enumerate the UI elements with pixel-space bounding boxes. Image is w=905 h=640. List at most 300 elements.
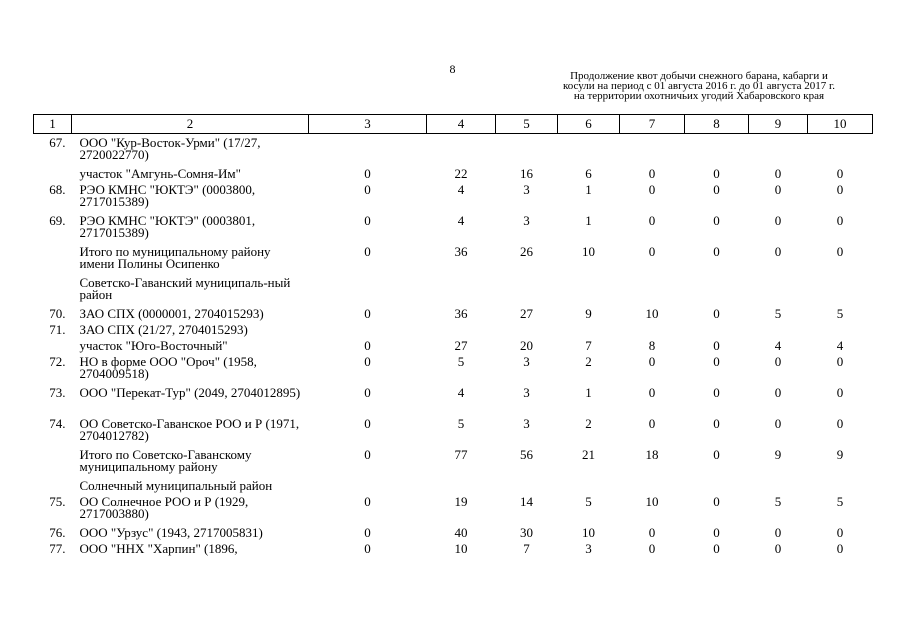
column-header-8: 8 xyxy=(685,115,749,134)
cell-value: 7 xyxy=(523,541,530,556)
cell-col-10 xyxy=(808,446,873,477)
cell-col-3 xyxy=(309,477,427,493)
row-name-text: ООО "Урзус" (1943, 2717005831) xyxy=(79,525,263,540)
cell-col-4 xyxy=(427,181,496,212)
row-number xyxy=(34,540,72,556)
cell-col-4 xyxy=(427,524,496,540)
cell-value: 5 xyxy=(836,306,844,321)
row-name-text: участок "Амгунь-Сомня-Им" xyxy=(79,166,241,181)
table-row xyxy=(34,524,873,540)
cell-value xyxy=(685,134,749,137)
cell-value: 5 xyxy=(457,416,465,431)
row-number xyxy=(34,305,72,321)
column-header-3: 3 xyxy=(309,115,427,134)
header-row xyxy=(34,115,873,134)
cell-col-4 xyxy=(427,353,496,384)
row-name xyxy=(72,353,309,384)
cell-value: 0 xyxy=(364,182,371,197)
row-number xyxy=(34,524,72,540)
cell-col-5 xyxy=(496,446,558,477)
cell-value: 22 xyxy=(454,166,468,181)
cell-value: 0 xyxy=(648,182,656,197)
cell-col-7 xyxy=(620,212,685,243)
cell-value: 0 xyxy=(364,416,371,431)
cell-col-5 xyxy=(496,165,558,181)
cell-col-5 xyxy=(496,243,558,274)
table-row xyxy=(34,243,873,274)
cell-value: 0 xyxy=(713,166,720,181)
row-name-text: Советско-Гаванский муниципаль-ный район xyxy=(79,275,291,302)
row-name-text: ООО "Перекат-Тур" (2049, 2704012895) xyxy=(79,385,301,400)
cell-col-8 xyxy=(685,446,749,477)
row-name xyxy=(72,181,309,212)
cell-value xyxy=(808,321,873,324)
cell-col-10 xyxy=(808,181,873,212)
cell-col-4 xyxy=(427,493,496,524)
cell-col-5 xyxy=(496,274,558,305)
cell-col-3 xyxy=(309,353,427,384)
cell-value: 9 xyxy=(836,447,844,462)
cell-col-6 xyxy=(558,212,620,243)
row-name xyxy=(72,274,309,305)
row-name xyxy=(72,165,309,181)
row-name-text: участок "Юго-Восточный" xyxy=(79,338,228,353)
cell-col-3 xyxy=(309,337,427,353)
page-number: 8 xyxy=(449,62,456,76)
cell-col-8 xyxy=(685,181,749,212)
row-number xyxy=(34,477,72,493)
row-number-text: 69. xyxy=(49,213,66,228)
cell-col-5 xyxy=(496,134,558,166)
row-number xyxy=(34,181,72,212)
table-header xyxy=(34,115,873,134)
cell-col-5 xyxy=(496,353,558,384)
cell-value: 10 xyxy=(454,541,468,556)
row-number-text: 73. xyxy=(49,385,66,400)
cell-col-9 xyxy=(749,134,808,166)
cell-value: 0 xyxy=(364,447,371,462)
cell-value: 0 xyxy=(648,541,656,556)
cell-value: 4 xyxy=(457,213,465,228)
cell-col-4 xyxy=(427,384,496,415)
row-number-text xyxy=(34,446,66,449)
cell-value: 0 xyxy=(836,385,844,400)
cell-value xyxy=(620,477,685,480)
row-number xyxy=(34,384,72,415)
cell-col-4 xyxy=(427,415,496,446)
cell-value: 7 xyxy=(585,338,592,353)
cell-col-8 xyxy=(685,337,749,353)
cell-value: 0 xyxy=(836,525,844,540)
cell-value: 56 xyxy=(520,447,533,462)
cell-value: 3 xyxy=(523,416,530,431)
cell-col-8 xyxy=(685,305,749,321)
cell-value: 4 xyxy=(457,182,465,197)
cell-value: 0 xyxy=(364,494,371,509)
cell-col-8 xyxy=(685,477,749,493)
row-name xyxy=(72,446,309,477)
cell-value: 0 xyxy=(774,354,782,369)
cell-col-8 xyxy=(685,274,749,305)
cell-col-6 xyxy=(558,353,620,384)
row-number xyxy=(34,493,72,524)
cell-col-10 xyxy=(808,165,873,181)
cell-value: 0 xyxy=(364,354,371,369)
cell-value: 0 xyxy=(836,354,844,369)
row-name xyxy=(72,212,309,243)
cell-value xyxy=(427,134,496,137)
cell-col-7 xyxy=(620,384,685,415)
row-number-text: 70. xyxy=(49,306,66,321)
table-row xyxy=(34,477,873,493)
cell-value: 9 xyxy=(585,306,592,321)
row-name xyxy=(72,134,309,166)
cell-value: 0 xyxy=(713,338,720,353)
cell-value xyxy=(685,321,749,324)
cell-col-4 xyxy=(427,274,496,305)
cell-value: 0 xyxy=(364,385,371,400)
cell-col-6 xyxy=(558,446,620,477)
cell-col-8 xyxy=(685,321,749,337)
cell-col-3 xyxy=(309,181,427,212)
column-header-10: 10 xyxy=(808,115,873,134)
table-row xyxy=(34,212,873,243)
cell-value xyxy=(558,477,620,480)
cell-col-3 xyxy=(309,274,427,305)
cell-value: 0 xyxy=(364,213,371,228)
table-row xyxy=(34,165,873,181)
cell-value xyxy=(309,134,427,137)
cell-value: 36 xyxy=(454,244,468,259)
cell-value: 0 xyxy=(648,525,656,540)
cell-value: 0 xyxy=(774,541,782,556)
cell-value: 5 xyxy=(585,494,592,509)
cell-col-7 xyxy=(620,477,685,493)
row-number-text: 74. xyxy=(49,416,66,431)
cell-value xyxy=(808,134,873,137)
cell-col-4 xyxy=(427,305,496,321)
cell-value: 14 xyxy=(520,494,533,509)
table-row xyxy=(34,446,873,477)
row-name-text: Итого по Советско-Гаванскому муниципальному району xyxy=(79,447,252,474)
cell-value: 5 xyxy=(774,494,782,509)
cell-col-8 xyxy=(685,415,749,446)
row-number xyxy=(34,415,72,446)
cell-value xyxy=(427,321,496,324)
cell-col-5 xyxy=(496,493,558,524)
cell-value: 0 xyxy=(774,385,782,400)
cell-col-3 xyxy=(309,446,427,477)
cell-value xyxy=(427,274,496,277)
cell-value: 5 xyxy=(774,306,782,321)
cell-value: 20 xyxy=(520,338,533,353)
table-row xyxy=(34,305,873,321)
table-row xyxy=(34,353,873,384)
cell-col-6 xyxy=(558,493,620,524)
cell-col-10 xyxy=(808,243,873,274)
row-number xyxy=(34,321,72,337)
cell-col-8 xyxy=(685,540,749,556)
cell-col-7 xyxy=(620,321,685,337)
cell-value xyxy=(749,274,808,277)
cell-col-9 xyxy=(749,212,808,243)
cell-value: 0 xyxy=(648,416,656,431)
cell-value: 0 xyxy=(836,213,844,228)
cell-value: 0 xyxy=(774,416,782,431)
cell-col-7 xyxy=(620,415,685,446)
cell-value xyxy=(309,477,427,480)
cell-col-3 xyxy=(309,384,427,415)
cell-col-4 xyxy=(427,540,496,556)
row-number-text: 72. xyxy=(49,354,66,369)
cell-value: 0 xyxy=(836,182,844,197)
table-row xyxy=(34,415,873,446)
cell-value: 0 xyxy=(713,182,720,197)
caption-line-3: на территории охотничьих угодий Хабаровского края xyxy=(573,90,825,102)
cell-value: 0 xyxy=(648,354,656,369)
cell-col-4 xyxy=(427,337,496,353)
cell-col-9 xyxy=(749,321,808,337)
cell-value: 3 xyxy=(523,354,530,369)
cell-value: 4 xyxy=(836,338,844,353)
cell-value: 4 xyxy=(457,385,465,400)
row-number-text xyxy=(34,477,66,480)
cell-col-5 xyxy=(496,384,558,415)
cell-value: 10 xyxy=(582,244,595,259)
column-header-7: 7 xyxy=(620,115,685,134)
cell-col-5 xyxy=(496,524,558,540)
cell-value: 16 xyxy=(520,166,533,181)
cell-col-6 xyxy=(558,165,620,181)
cell-col-5 xyxy=(496,321,558,337)
cell-value: 4 xyxy=(774,338,782,353)
cell-col-6 xyxy=(558,337,620,353)
cell-col-5 xyxy=(496,415,558,446)
cell-col-10 xyxy=(808,212,873,243)
cell-col-5 xyxy=(496,540,558,556)
cell-col-7 xyxy=(620,274,685,305)
cell-col-3 xyxy=(309,415,427,446)
cell-col-6 xyxy=(558,477,620,493)
quota-table xyxy=(33,114,873,556)
cell-value: 0 xyxy=(364,244,371,259)
table-row xyxy=(34,540,873,556)
row-name xyxy=(72,524,309,540)
cell-col-6 xyxy=(558,274,620,305)
row-name xyxy=(72,477,309,493)
table-body xyxy=(34,134,873,557)
cell-value: 0 xyxy=(648,385,656,400)
cell-value xyxy=(685,477,749,480)
cell-value: 0 xyxy=(648,213,656,228)
cell-col-7 xyxy=(620,446,685,477)
cell-col-10 xyxy=(808,274,873,305)
cell-col-9 xyxy=(749,524,808,540)
cell-value xyxy=(620,321,685,324)
cell-col-7 xyxy=(620,493,685,524)
cell-value: 27 xyxy=(520,306,533,321)
row-name xyxy=(72,493,309,524)
cell-col-8 xyxy=(685,134,749,166)
cell-value xyxy=(496,477,558,480)
cell-col-3 xyxy=(309,212,427,243)
cell-value: 0 xyxy=(364,541,371,556)
cell-value: 6 xyxy=(585,166,592,181)
cell-col-6 xyxy=(558,540,620,556)
cell-value: 0 xyxy=(713,494,720,509)
caption-line-1: Продолжение квот добычи снежного барана, кабарги и xyxy=(570,70,828,82)
cell-col-8 xyxy=(685,243,749,274)
row-number xyxy=(34,446,72,477)
cell-value xyxy=(496,274,558,277)
cell-col-5 xyxy=(496,212,558,243)
cell-value: 1 xyxy=(585,182,592,197)
cell-value: 0 xyxy=(648,244,656,259)
cell-col-6 xyxy=(558,243,620,274)
cell-value: 0 xyxy=(774,525,782,540)
cell-col-3 xyxy=(309,540,427,556)
cell-value: 0 xyxy=(364,525,371,540)
cell-value: 5 xyxy=(457,354,465,369)
cell-value: 26 xyxy=(520,244,533,259)
cell-value xyxy=(749,477,808,480)
cell-col-10 xyxy=(808,305,873,321)
row-name xyxy=(72,384,309,415)
cell-value: 27 xyxy=(454,338,468,353)
row-name-text: РЭО КМНС "ЮКТЭ" (0003800, 2717015389) xyxy=(79,182,256,209)
cell-value: 0 xyxy=(774,213,782,228)
cell-col-6 xyxy=(558,181,620,212)
cell-value: 3 xyxy=(523,385,530,400)
cell-col-5 xyxy=(496,337,558,353)
row-number-text xyxy=(34,165,66,168)
cell-value: 5 xyxy=(836,494,844,509)
row-number-text xyxy=(34,337,66,340)
row-number xyxy=(34,243,72,274)
cell-col-3 xyxy=(309,321,427,337)
row-number-text: 67. xyxy=(49,135,66,150)
cell-col-9 xyxy=(749,384,808,415)
cell-col-10 xyxy=(808,384,873,415)
table-row xyxy=(34,384,873,415)
cell-col-6 xyxy=(558,415,620,446)
cell-value: 0 xyxy=(713,525,720,540)
row-number-text: 75. xyxy=(49,494,66,509)
cell-col-4 xyxy=(427,446,496,477)
cell-col-7 xyxy=(620,181,685,212)
cell-col-3 xyxy=(309,134,427,166)
cell-value: 0 xyxy=(836,166,844,181)
cell-value: 3 xyxy=(523,213,530,228)
cell-col-4 xyxy=(427,165,496,181)
cell-value: 3 xyxy=(585,541,592,556)
row-number-text: 68. xyxy=(49,182,66,197)
cell-value xyxy=(620,134,685,137)
cell-col-4 xyxy=(427,321,496,337)
row-name xyxy=(72,305,309,321)
cell-value: 0 xyxy=(713,306,720,321)
cell-col-6 xyxy=(558,524,620,540)
cell-col-7 xyxy=(620,305,685,321)
row-number xyxy=(34,212,72,243)
cell-value: 19 xyxy=(454,494,468,509)
cell-col-5 xyxy=(496,181,558,212)
cell-col-9 xyxy=(749,165,808,181)
table-row xyxy=(34,337,873,353)
cell-value: 0 xyxy=(713,244,720,259)
cell-col-4 xyxy=(427,134,496,166)
row-name-text: РЭО КМНС "ЮКТЭ" (0003801, 2717015389) xyxy=(79,213,256,240)
column-header-1: 1 xyxy=(34,115,72,134)
cell-col-8 xyxy=(685,493,749,524)
cell-value: 10 xyxy=(645,306,659,321)
cell-col-9 xyxy=(749,477,808,493)
table-caption xyxy=(534,71,864,101)
cell-col-8 xyxy=(685,524,749,540)
cell-value xyxy=(427,477,496,480)
row-number-text: 71. xyxy=(49,322,66,337)
cell-col-10 xyxy=(808,524,873,540)
cell-value: 0 xyxy=(364,166,371,181)
cell-value: 0 xyxy=(774,166,782,181)
row-number xyxy=(34,337,72,353)
row-number xyxy=(34,353,72,384)
row-number-text: 76. xyxy=(49,525,66,540)
cell-value xyxy=(496,134,558,137)
row-name xyxy=(72,321,309,337)
row-name-text: ОО Советско-Гаванское РОО и Р (1971, 2704012782) xyxy=(79,416,300,443)
row-name xyxy=(72,415,309,446)
cell-col-3 xyxy=(309,524,427,540)
cell-value: 1 xyxy=(585,213,592,228)
caption-line-2: косули на период с 01 августа 2016 г. до 01 августа 2017 г. xyxy=(562,80,835,92)
cell-col-4 xyxy=(427,212,496,243)
cell-value xyxy=(309,274,427,277)
cell-value: 0 xyxy=(774,244,782,259)
row-number xyxy=(34,165,72,181)
cell-value: 2 xyxy=(585,416,592,431)
column-header-9: 9 xyxy=(749,115,808,134)
cell-col-10 xyxy=(808,134,873,166)
row-number-text: 77. xyxy=(49,541,66,556)
cell-col-9 xyxy=(749,493,808,524)
table-row xyxy=(34,134,873,166)
cell-col-9 xyxy=(749,353,808,384)
row-number-text xyxy=(34,274,66,277)
cell-value: 30 xyxy=(520,525,533,540)
cell-value: 0 xyxy=(836,244,844,259)
cell-col-9 xyxy=(749,446,808,477)
cell-value: 0 xyxy=(364,338,371,353)
cell-col-9 xyxy=(749,181,808,212)
cell-value xyxy=(309,321,427,324)
row-name xyxy=(72,337,309,353)
cell-value xyxy=(558,134,620,137)
cell-col-7 xyxy=(620,540,685,556)
cell-value: 0 xyxy=(648,166,656,181)
cell-value: 10 xyxy=(645,494,659,509)
cell-value: 0 xyxy=(713,416,720,431)
column-header-2: 2 xyxy=(72,115,309,134)
cell-value: 18 xyxy=(645,447,659,462)
cell-value: 0 xyxy=(713,447,720,462)
row-name-text: ООО "Кур-Восток-Урми" (17/27, 2720022770) xyxy=(79,135,261,162)
cell-value: 21 xyxy=(582,447,595,462)
cell-value: 3 xyxy=(523,182,530,197)
cell-value: 10 xyxy=(582,525,595,540)
cell-col-9 xyxy=(749,337,808,353)
cell-value xyxy=(749,321,808,324)
